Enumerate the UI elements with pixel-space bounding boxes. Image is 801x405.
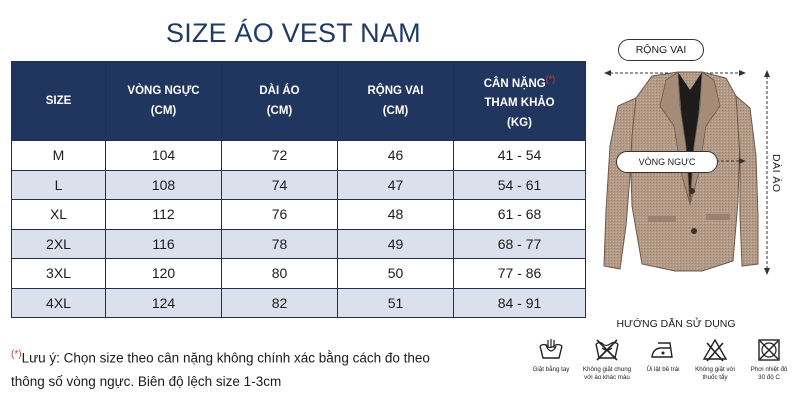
cell-size: M (12, 141, 106, 171)
cell-weight: 77 - 86 (454, 259, 586, 289)
table-row (12, 141, 586, 171)
cell-shoulder: 48 (338, 200, 454, 230)
care-item: Phơi nhiệt độ 30 độ C (741, 338, 797, 382)
cell-length: 74 (222, 170, 338, 200)
length-label: DÀI ÁO (770, 154, 782, 193)
table-row (12, 200, 586, 230)
cell-length: 78 (222, 229, 338, 259)
cell-shoulder: 50 (338, 259, 454, 289)
table-row (12, 229, 586, 259)
cell-shoulder: 51 (338, 288, 454, 318)
cell-chest: 116 (106, 229, 222, 259)
hand-wash-icon (538, 338, 564, 362)
care-guide-title: HƯỚNG DẪN SỬ DỤNG (616, 318, 736, 330)
header-shoulder: RỘNG VAI (CM) (338, 62, 454, 141)
cell-shoulder: 47 (338, 170, 454, 200)
cell-chest: 108 (106, 170, 222, 200)
care-item: Không giặt với thuốc tẩy (687, 338, 743, 382)
size-table (11, 61, 586, 318)
care-item: Không giặt chung với áo khác màu (579, 338, 635, 382)
tumble-dry-icon (756, 338, 782, 362)
cell-length: 82 (222, 288, 338, 318)
care-item: Giặt bằng tay (523, 338, 579, 374)
cell-size: 3XL (12, 259, 106, 289)
page-title: SIZE ÁO VEST NAM (166, 18, 421, 48)
cell-chest: 112 (106, 200, 222, 230)
chest-label: VÒNG NGỰC (616, 151, 718, 173)
note-line-2: thông số vòng ngực. Biên độ lệch size 1-3cm (11, 373, 282, 389)
iron-low-icon (650, 338, 676, 362)
cell-size: 2XL (12, 229, 106, 259)
cell-shoulder: 46 (338, 141, 454, 171)
header-weight: CÂN NẶNG(*) THAM KHẢO (KG) (454, 62, 586, 141)
asterisk-mark: (*) (545, 73, 556, 84)
table-header-row (12, 62, 586, 141)
cell-weight: 61 - 68 (454, 200, 586, 230)
cell-size: L (12, 170, 106, 200)
cell-chest: 124 (106, 288, 222, 318)
care-item: Ủi lật bề trái (635, 338, 691, 374)
table-row (12, 259, 586, 289)
cell-chest: 120 (106, 259, 222, 289)
size-note (11, 343, 511, 393)
cell-weight: 54 - 61 (454, 170, 586, 200)
note-line-1: Lưu ý: Chọn size theo cân nặng không chính xác bằng cách đo theo (21, 350, 430, 366)
cell-shoulder: 49 (338, 229, 454, 259)
cell-length: 76 (222, 200, 338, 230)
cell-weight: 84 - 91 (454, 288, 586, 318)
cell-size: XL (12, 200, 106, 230)
cell-weight: 41 - 54 (454, 141, 586, 171)
header-length: DÀI ÁO (CM) (222, 62, 338, 141)
cell-weight: 68 - 77 (454, 229, 586, 259)
cell-length: 72 (222, 141, 338, 171)
do-not-machine-wash-icon (594, 338, 620, 362)
cell-size: 4XL (12, 288, 106, 318)
header-chest: VÒNG NGỰC (CM) (106, 62, 222, 141)
table-row (12, 170, 586, 200)
asterisk-mark: (*) (11, 349, 22, 360)
cell-length: 80 (222, 259, 338, 289)
table-row (12, 288, 586, 318)
do-not-bleach-icon (702, 338, 728, 362)
shoulder-label: RỘNG VAI (618, 39, 704, 61)
cell-chest: 104 (106, 141, 222, 171)
header-size: SIZE (12, 62, 106, 141)
jacket-measurement-figure (590, 26, 790, 316)
